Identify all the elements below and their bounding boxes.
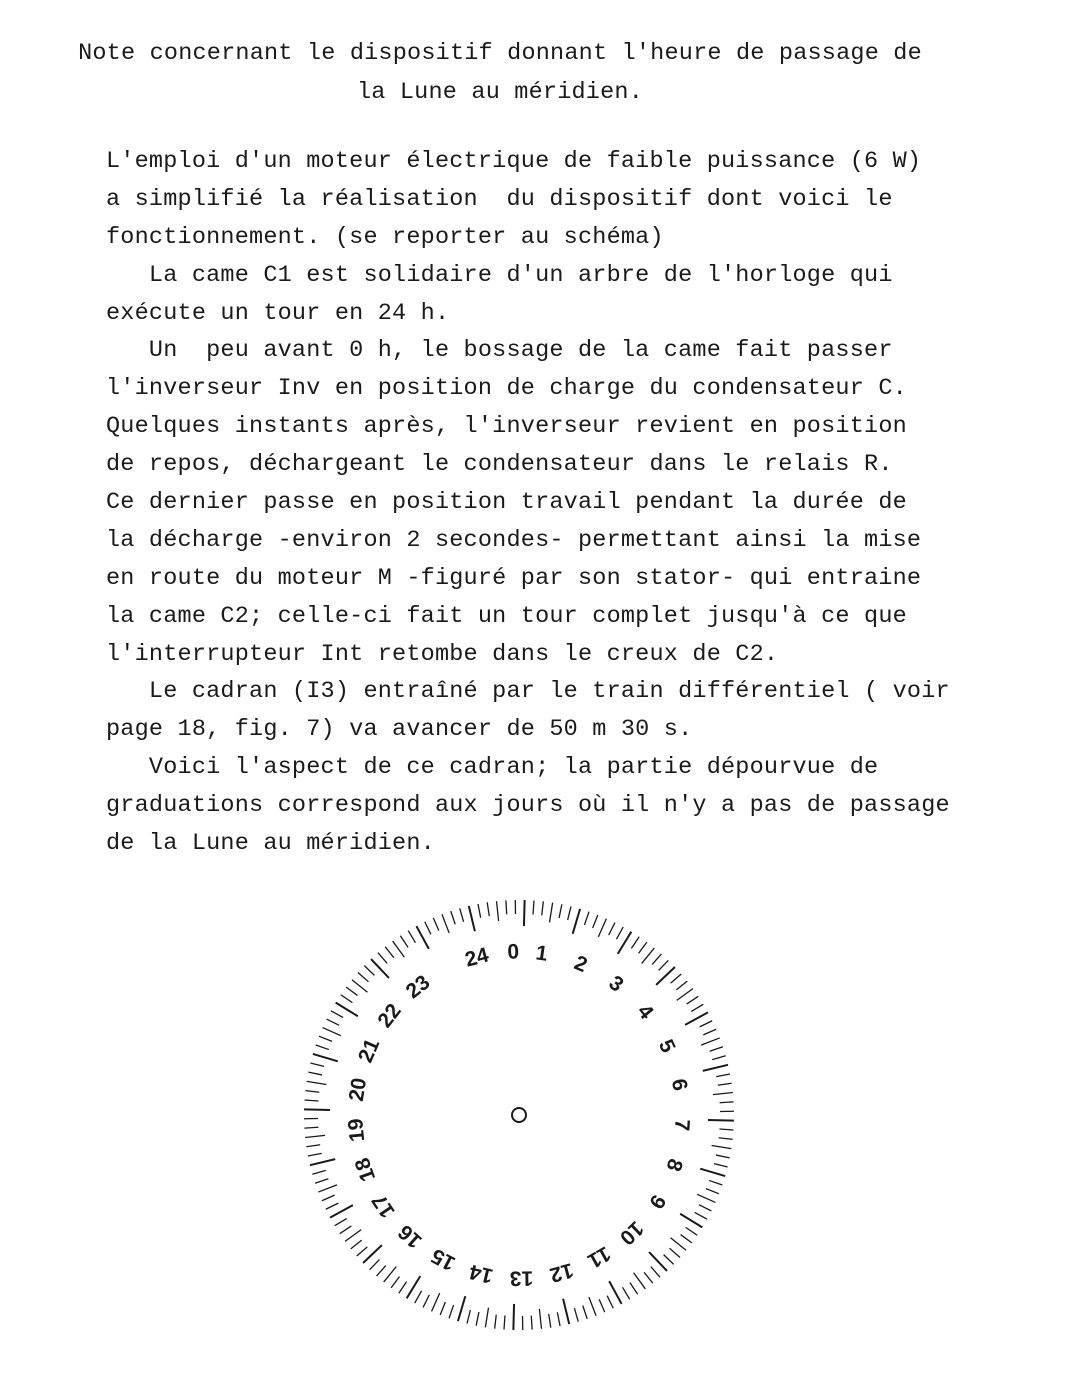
dial-tick bbox=[533, 901, 534, 915]
body-line: Voici l'aspect de ce cadran; la partie dépourvue de bbox=[106, 754, 879, 782]
dial-tick bbox=[384, 1267, 397, 1283]
dial-tick bbox=[671, 1238, 687, 1251]
dial-tick bbox=[631, 937, 639, 949]
dial-tick bbox=[442, 914, 449, 933]
dial-label: 7 bbox=[669, 1118, 694, 1132]
dial-tick bbox=[701, 1038, 720, 1045]
dial-tick bbox=[699, 1205, 712, 1211]
dial-tick bbox=[460, 908, 464, 921]
dial-tick bbox=[393, 941, 405, 957]
dial-tick bbox=[644, 1272, 653, 1283]
dial-tick bbox=[593, 915, 598, 928]
dial-tick bbox=[304, 1127, 318, 1128]
dial-tick bbox=[709, 1180, 722, 1185]
dial-tick bbox=[336, 1003, 358, 1017]
dial-tick bbox=[686, 1227, 698, 1235]
dial-tick bbox=[557, 1312, 560, 1326]
dial-tick bbox=[305, 1091, 319, 1093]
body-line: L'emploi d'un moteur électrique de faible puissance (6 W) bbox=[106, 148, 922, 175]
dial-tick bbox=[364, 966, 374, 976]
dial-tick bbox=[616, 927, 623, 939]
dial-tick bbox=[716, 1074, 730, 1077]
dial-tick bbox=[449, 1305, 454, 1318]
dial-tick bbox=[524, 900, 525, 926]
dial-tick bbox=[634, 1273, 646, 1289]
dial-tick bbox=[513, 1304, 514, 1330]
dial-tick bbox=[476, 1312, 479, 1326]
dial-label: 20 bbox=[344, 1076, 372, 1103]
dial-tick bbox=[467, 1310, 470, 1324]
dial-tick bbox=[497, 901, 499, 921]
dial-tick bbox=[340, 1226, 352, 1234]
body-line: page 18, fig. 7) va avancer de 50 m 30 s. bbox=[106, 716, 693, 744]
dial-tick bbox=[346, 987, 357, 995]
dial-tick bbox=[598, 919, 606, 937]
dial-tick bbox=[316, 1045, 329, 1050]
dial-tick bbox=[485, 1308, 488, 1328]
dial-center-hole bbox=[512, 1108, 526, 1122]
dial-tick bbox=[327, 1019, 340, 1025]
dial-tick bbox=[700, 1021, 713, 1027]
dial-label: 17 bbox=[367, 1189, 400, 1222]
dial-tick bbox=[687, 996, 699, 1004]
dial-tick bbox=[700, 1169, 725, 1176]
dial-tick bbox=[318, 1185, 337, 1192]
dial-tick bbox=[478, 904, 481, 918]
dial-tick bbox=[306, 1145, 320, 1147]
dial-tick bbox=[305, 1100, 319, 1101]
dial-tick bbox=[677, 989, 693, 1001]
dial-label: 10 bbox=[615, 1216, 648, 1250]
dial-tick bbox=[680, 1214, 702, 1228]
dial-label: 3 bbox=[604, 971, 628, 997]
dial-tick bbox=[549, 1314, 551, 1328]
dial-tick bbox=[685, 1012, 708, 1024]
dial-label: 11 bbox=[583, 1241, 615, 1273]
dial-label: 13 bbox=[509, 1266, 534, 1290]
body-line: de repos, déchargeant le condensateur dans le relais R. bbox=[106, 451, 893, 479]
dial-tick bbox=[308, 1072, 322, 1075]
dial-tick bbox=[319, 1036, 332, 1041]
body-line: en route du moteur M -figuré par son stator- qui entraine bbox=[106, 564, 922, 592]
body-line: La came C1 est solidaire d'un arbre de l'horloge qui bbox=[106, 261, 893, 289]
dial-labels bbox=[344, 940, 693, 1289]
dial-tick bbox=[307, 1081, 327, 1084]
dial-tick bbox=[345, 1230, 361, 1242]
dial-tick bbox=[351, 1240, 362, 1249]
dial-tick bbox=[352, 980, 368, 993]
dial-label: 16 bbox=[393, 1219, 427, 1253]
dial-tick bbox=[713, 1093, 733, 1095]
dial-label: 15 bbox=[427, 1243, 460, 1275]
dial-tick bbox=[659, 960, 669, 970]
dial-tick bbox=[315, 1179, 328, 1183]
dial-tick bbox=[630, 1283, 638, 1295]
dial-label: 14 bbox=[467, 1259, 496, 1288]
body-line: l'inverseur Inv en position de charge du condensateur C. bbox=[106, 375, 907, 403]
dial-tick bbox=[703, 1029, 716, 1035]
dial-tick bbox=[599, 1299, 605, 1312]
dial-label: 5 bbox=[653, 1036, 680, 1057]
dial-tick bbox=[378, 953, 387, 964]
dial-label: 21 bbox=[354, 1035, 385, 1067]
dial-tick bbox=[305, 1135, 325, 1137]
dial-tick bbox=[691, 1004, 703, 1011]
dial-tick bbox=[712, 1146, 732, 1149]
dial-tick bbox=[720, 1129, 734, 1130]
dial-tick bbox=[676, 981, 687, 990]
dial-tick bbox=[623, 1287, 630, 1299]
dial-tick bbox=[331, 1011, 343, 1018]
dial-label: 4 bbox=[632, 1000, 658, 1024]
dial-tick bbox=[415, 1291, 422, 1303]
dial-tick bbox=[609, 923, 615, 936]
body-line: la came C2; celle-ci fait un tour complet jusqu'à ce que bbox=[106, 602, 907, 630]
dial-tick bbox=[697, 1194, 715, 1202]
dial-tick bbox=[312, 1170, 325, 1174]
dial-tick bbox=[573, 909, 580, 934]
dial-label: 9 bbox=[644, 1190, 670, 1213]
dial-tick bbox=[407, 1276, 421, 1298]
dial-tick bbox=[671, 974, 682, 983]
dial-tick bbox=[563, 1299, 569, 1324]
dial-tick bbox=[720, 1102, 734, 1103]
dial-label: 6 bbox=[666, 1076, 692, 1093]
dial-tick bbox=[432, 1293, 440, 1311]
dial-label: 2 bbox=[570, 951, 591, 978]
dial-tick bbox=[451, 911, 455, 924]
dial-tick bbox=[440, 1302, 445, 1315]
dial-diagram bbox=[260, 860, 780, 1365]
dial-label: 23 bbox=[401, 970, 435, 1004]
dial-tick bbox=[326, 1203, 339, 1209]
dial-tick bbox=[542, 901, 544, 915]
dial-tick bbox=[310, 1159, 335, 1165]
dial-tick bbox=[718, 1083, 732, 1085]
dial-tick bbox=[583, 1306, 587, 1319]
dial-tick bbox=[425, 922, 431, 935]
body-line: Un peu avant 0 h, le bossage de la came fait passer bbox=[106, 337, 893, 365]
dial-tick bbox=[322, 1195, 335, 1201]
dial-tick bbox=[651, 1267, 660, 1278]
dial-tick bbox=[670, 1248, 680, 1257]
dial-label: 18 bbox=[350, 1154, 381, 1185]
dial-tick bbox=[568, 906, 571, 920]
dial-tick bbox=[310, 1063, 324, 1066]
dial-tick bbox=[341, 995, 353, 1003]
dial-tick bbox=[458, 1296, 465, 1321]
dial-tick bbox=[385, 947, 394, 958]
dial-ticks bbox=[304, 900, 734, 1330]
dial-tick bbox=[504, 1316, 505, 1330]
dial-tick bbox=[695, 1212, 707, 1219]
dial-label: 0 bbox=[507, 940, 520, 964]
dial-tick bbox=[377, 1266, 386, 1276]
body-line: la décharge -environ 2 secondes- permettant ainsi la mise bbox=[106, 526, 922, 554]
dial-tick bbox=[487, 902, 489, 916]
dial-tick bbox=[391, 1277, 399, 1288]
dial-tick bbox=[539, 1309, 541, 1329]
dial-tick bbox=[719, 1138, 733, 1140]
body-line: Le cadran (I3) entraîné par le train différentiel ( voir bbox=[106, 678, 950, 706]
body-line: graduations correspond aux jours où il n'y a pas de passage bbox=[106, 792, 950, 820]
dial-tick bbox=[714, 1164, 728, 1167]
dial-label: 8 bbox=[661, 1155, 687, 1174]
dial-tick bbox=[664, 1255, 674, 1265]
document-title: Note concernant le dispositif donnant l'heure de passage de la Lune au méridien. bbox=[78, 40, 922, 106]
dial-tick bbox=[589, 1297, 596, 1316]
dial-tick bbox=[584, 912, 589, 925]
dial-tick bbox=[710, 1047, 723, 1051]
dial-tick bbox=[416, 926, 428, 949]
dial-tick bbox=[495, 1315, 497, 1329]
dial-tick bbox=[357, 1247, 368, 1256]
dial-tick bbox=[607, 1296, 613, 1309]
dial-label: 19 bbox=[344, 1117, 370, 1143]
dial-tick bbox=[609, 1281, 621, 1304]
dial-tick bbox=[652, 954, 661, 964]
body-line: fonctionnement. (se reporter au schéma) bbox=[106, 223, 664, 251]
dial-tick bbox=[469, 906, 475, 931]
dial-tick bbox=[399, 1282, 407, 1294]
body-line: exécute un tour en 24 h. bbox=[106, 299, 450, 327]
dial-tick bbox=[559, 904, 562, 918]
dial-tick bbox=[703, 1065, 728, 1071]
dial-tick bbox=[358, 973, 368, 982]
body-line: Quelques instants après, l'inverseur revient en position bbox=[106, 413, 907, 441]
dial-tick bbox=[323, 1028, 341, 1036]
dial-tick bbox=[708, 1120, 734, 1121]
dial-tick bbox=[370, 1260, 380, 1270]
dial-label: 1 bbox=[534, 941, 550, 966]
dial-svg bbox=[260, 860, 780, 1360]
dial-tick bbox=[506, 900, 507, 914]
dial-label: 12 bbox=[547, 1258, 576, 1287]
document-body bbox=[106, 143, 1046, 863]
dial-tick bbox=[639, 942, 647, 953]
dial-tick bbox=[706, 1189, 719, 1194]
dial-tick bbox=[408, 931, 415, 943]
dial-label: 24 bbox=[462, 943, 492, 972]
dial-tick bbox=[712, 1056, 725, 1060]
dial-tick bbox=[308, 1153, 322, 1156]
dial-tick bbox=[330, 1205, 353, 1217]
dial-tick bbox=[574, 1308, 578, 1321]
dial-tick bbox=[433, 918, 439, 931]
dial-tick bbox=[716, 1155, 730, 1158]
body-line: l'interrupteur Int retombe dans le creux de C2. bbox=[106, 640, 779, 668]
dial-label: 22 bbox=[373, 999, 406, 1033]
dial-tick bbox=[423, 1295, 429, 1308]
dial-tick bbox=[531, 1316, 532, 1330]
dial-tick bbox=[400, 936, 408, 948]
dial-tick bbox=[550, 903, 553, 923]
dial-tick bbox=[304, 1109, 330, 1110]
body-line: de la Lune au méridien. bbox=[106, 830, 435, 858]
dial-tick bbox=[618, 932, 632, 954]
dial-tick bbox=[335, 1219, 347, 1226]
body-line: Ce dernier passe en position travail pendant la durée de bbox=[106, 489, 907, 517]
dial-tick bbox=[313, 1054, 338, 1061]
body-line: a simplifié la réalisation du dispositif dont voici le bbox=[106, 185, 893, 213]
dial-tick bbox=[642, 948, 655, 964]
dial-tick bbox=[681, 1235, 692, 1243]
